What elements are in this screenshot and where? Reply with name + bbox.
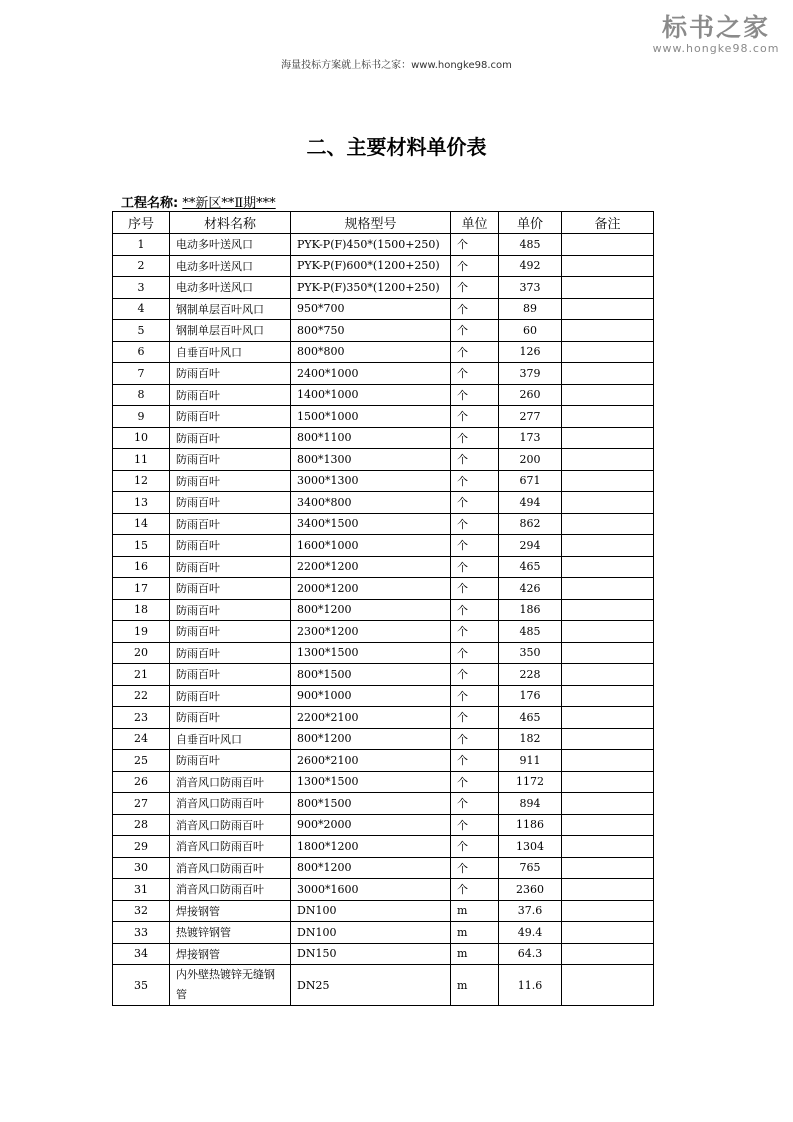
cell-price: 176 <box>499 685 562 707</box>
table-row <box>113 470 654 492</box>
cell-unit: 个 <box>451 449 499 471</box>
cell-no: 27 <box>113 793 170 815</box>
header-spec: 规格型号 <box>291 212 451 234</box>
cell-name: 自垂百叶风口 <box>170 341 291 363</box>
table-row <box>113 771 654 793</box>
cell-name: 电动多叶送风口 <box>170 277 291 299</box>
cell-unit: 个 <box>451 664 499 686</box>
table-row <box>113 621 654 643</box>
cell-no: 12 <box>113 470 170 492</box>
table-row <box>113 449 654 471</box>
cell-unit: 个 <box>451 879 499 901</box>
cell-note <box>562 234 654 256</box>
cell-name: 消音风口防雨百叶 <box>170 793 291 815</box>
cell-note <box>562 255 654 277</box>
cell-name: 电动多叶送风口 <box>170 234 291 256</box>
cell-note <box>562 406 654 428</box>
cell-name: 内外壁热镀锌无缝钢管 <box>170 965 291 1006</box>
cell-spec: DN150 <box>291 943 451 965</box>
cell-name: 防雨百叶 <box>170 535 291 557</box>
cell-note <box>562 470 654 492</box>
cell-spec: 800*1200 <box>291 599 451 621</box>
cell-price: 350 <box>499 642 562 664</box>
cell-price: 765 <box>499 857 562 879</box>
page-title: 二、主要材料单价表 <box>306 135 487 159</box>
cell-spec: PYK-P(F)600*(1200+250) <box>291 255 451 277</box>
cell-unit: 个 <box>451 341 499 363</box>
header-note: 备注 <box>562 212 654 234</box>
cell-price: 64.3 <box>499 943 562 965</box>
table-row <box>113 879 654 901</box>
table-row <box>113 685 654 707</box>
cell-no: 15 <box>113 535 170 557</box>
cell-note <box>562 578 654 600</box>
cell-price: 49.4 <box>499 922 562 944</box>
cell-spec: PYK-P(F)350*(1200+250) <box>291 277 451 299</box>
cell-spec: 900*1000 <box>291 685 451 707</box>
table-row <box>113 578 654 600</box>
cell-note <box>562 900 654 922</box>
cell-unit: 个 <box>451 427 499 449</box>
table-row <box>113 814 654 836</box>
table-row <box>113 406 654 428</box>
cell-price: 671 <box>499 470 562 492</box>
site-logo <box>651 14 781 56</box>
table-row <box>113 642 654 664</box>
cell-spec: 800*1200 <box>291 728 451 750</box>
cell-no: 32 <box>113 900 170 922</box>
cell-note <box>562 814 654 836</box>
cell-no: 20 <box>113 642 170 664</box>
table-row <box>113 298 654 320</box>
header-no: 序号 <box>113 212 170 234</box>
cell-note <box>562 750 654 772</box>
cell-spec: DN100 <box>291 900 451 922</box>
cell-price: 1172 <box>499 771 562 793</box>
logo-url: www.hongke98.com <box>652 42 780 55</box>
cell-spec: 800*750 <box>291 320 451 342</box>
cell-unit: 个 <box>451 621 499 643</box>
table-row <box>113 384 654 406</box>
cell-name: 防雨百叶 <box>170 556 291 578</box>
cell-unit: m <box>451 900 499 922</box>
cell-spec: 1800*1200 <box>291 836 451 858</box>
cell-price: 485 <box>499 621 562 643</box>
cell-price: 492 <box>499 255 562 277</box>
cell-no: 25 <box>113 750 170 772</box>
cell-no: 18 <box>113 599 170 621</box>
cell-price: 260 <box>499 384 562 406</box>
cell-name: 防雨百叶 <box>170 384 291 406</box>
cell-name: 焊接钢管 <box>170 943 291 965</box>
table-row <box>113 599 654 621</box>
header-unit: 单位 <box>451 212 499 234</box>
cell-unit: 个 <box>451 535 499 557</box>
table-header-row <box>113 212 654 234</box>
cell-name: 防雨百叶 <box>170 750 291 772</box>
table-row <box>113 943 654 965</box>
cell-unit: m <box>451 922 499 944</box>
cell-spec: 3000*1300 <box>291 470 451 492</box>
table-row <box>113 320 654 342</box>
cell-unit: 个 <box>451 406 499 428</box>
cell-no: 17 <box>113 578 170 600</box>
table-row <box>113 965 654 1006</box>
cell-unit: 个 <box>451 836 499 858</box>
cell-spec: 900*2000 <box>291 814 451 836</box>
cell-name: 防雨百叶 <box>170 664 291 686</box>
table-row <box>113 664 654 686</box>
cell-unit: 个 <box>451 277 499 299</box>
table-row <box>113 234 654 256</box>
cell-note <box>562 943 654 965</box>
price-table <box>112 211 654 1006</box>
cell-spec: DN100 <box>291 922 451 944</box>
cell-unit: 个 <box>451 255 499 277</box>
cell-no: 7 <box>113 363 170 385</box>
cell-price: 60 <box>499 320 562 342</box>
table-row <box>113 513 654 535</box>
cell-spec: 800*1500 <box>291 664 451 686</box>
cell-price: 277 <box>499 406 562 428</box>
cell-note <box>562 621 654 643</box>
cell-price: 894 <box>499 793 562 815</box>
project-line <box>121 192 276 211</box>
cell-price: 373 <box>499 277 562 299</box>
cell-spec: 2300*1200 <box>291 621 451 643</box>
cell-note <box>562 535 654 557</box>
cell-spec: DN25 <box>291 965 451 1006</box>
cell-name: 电动多叶送风口 <box>170 255 291 277</box>
cell-price: 37.6 <box>499 900 562 922</box>
cell-note <box>562 857 654 879</box>
cell-spec: 800*1500 <box>291 793 451 815</box>
cell-price: 228 <box>499 664 562 686</box>
cell-price: 465 <box>499 556 562 578</box>
cell-note <box>562 685 654 707</box>
cell-price: 1304 <box>499 836 562 858</box>
table-row <box>113 341 654 363</box>
cell-name: 防雨百叶 <box>170 449 291 471</box>
cell-unit: 个 <box>451 857 499 879</box>
cell-note <box>562 664 654 686</box>
cell-name: 防雨百叶 <box>170 707 291 729</box>
cell-note <box>562 599 654 621</box>
header-price: 单价 <box>499 212 562 234</box>
cell-no: 5 <box>113 320 170 342</box>
cell-no: 35 <box>113 965 170 1006</box>
cell-name: 防雨百叶 <box>170 685 291 707</box>
cell-note <box>562 771 654 793</box>
cell-note <box>562 965 654 1006</box>
cell-spec: 800*1300 <box>291 449 451 471</box>
cell-price: 379 <box>499 363 562 385</box>
cell-note <box>562 277 654 299</box>
cell-name: 防雨百叶 <box>170 427 291 449</box>
cell-unit: 个 <box>451 578 499 600</box>
cell-note <box>562 642 654 664</box>
cell-no: 19 <box>113 621 170 643</box>
cell-spec: 2200*2100 <box>291 707 451 729</box>
cell-no: 24 <box>113 728 170 750</box>
table-row <box>113 277 654 299</box>
cell-spec: 3400*1500 <box>291 513 451 535</box>
cell-unit: 个 <box>451 793 499 815</box>
cell-spec: 2200*1200 <box>291 556 451 578</box>
cell-name: 防雨百叶 <box>170 363 291 385</box>
cell-name: 消音风口防雨百叶 <box>170 814 291 836</box>
cell-note <box>562 513 654 535</box>
cell-no: 29 <box>113 836 170 858</box>
cell-spec: 800*800 <box>291 341 451 363</box>
cell-price: 89 <box>499 298 562 320</box>
cell-name: 消音风口防雨百叶 <box>170 771 291 793</box>
table-row <box>113 427 654 449</box>
header-name: 材料名称 <box>170 212 291 234</box>
table-row <box>113 535 654 557</box>
cell-price: 11.6 <box>499 965 562 1006</box>
cell-no: 4 <box>113 298 170 320</box>
table-row <box>113 793 654 815</box>
table-row <box>113 857 654 879</box>
table-row <box>113 750 654 772</box>
cell-unit: 个 <box>451 384 499 406</box>
cell-spec: 950*700 <box>291 298 451 320</box>
cell-note <box>562 922 654 944</box>
cell-name: 防雨百叶 <box>170 470 291 492</box>
cell-name: 防雨百叶 <box>170 578 291 600</box>
cell-price: 465 <box>499 707 562 729</box>
cell-unit: 个 <box>451 320 499 342</box>
cell-spec: 2000*1200 <box>291 578 451 600</box>
cell-unit: 个 <box>451 556 499 578</box>
cell-no: 10 <box>113 427 170 449</box>
cell-price: 911 <box>499 750 562 772</box>
table-row <box>113 836 654 858</box>
table-row <box>113 707 654 729</box>
cell-spec: 3000*1600 <box>291 879 451 901</box>
cell-price: 294 <box>499 535 562 557</box>
cell-spec: 3400*800 <box>291 492 451 514</box>
cell-no: 21 <box>113 664 170 686</box>
cell-unit: 个 <box>451 470 499 492</box>
cell-unit: 个 <box>451 728 499 750</box>
table-row <box>113 922 654 944</box>
cell-note <box>562 427 654 449</box>
cell-unit: m <box>451 943 499 965</box>
cell-no: 9 <box>113 406 170 428</box>
table-row <box>113 492 654 514</box>
cell-unit: 个 <box>451 707 499 729</box>
cell-unit: 个 <box>451 599 499 621</box>
cell-price: 426 <box>499 578 562 600</box>
cell-name: 消音风口防雨百叶 <box>170 836 291 858</box>
table-row <box>113 728 654 750</box>
cell-no: 31 <box>113 879 170 901</box>
cell-name: 消音风口防雨百叶 <box>170 879 291 901</box>
cell-no: 22 <box>113 685 170 707</box>
cell-price: 494 <box>499 492 562 514</box>
cell-note <box>562 320 654 342</box>
cell-note <box>562 836 654 858</box>
cell-no: 14 <box>113 513 170 535</box>
cell-no: 34 <box>113 943 170 965</box>
cell-note <box>562 298 654 320</box>
cell-no: 6 <box>113 341 170 363</box>
cell-unit: 个 <box>451 685 499 707</box>
cell-spec: 1300*1500 <box>291 642 451 664</box>
cell-unit: 个 <box>451 492 499 514</box>
cell-no: 11 <box>113 449 170 471</box>
cell-note <box>562 363 654 385</box>
cell-name: 防雨百叶 <box>170 642 291 664</box>
cell-name: 防雨百叶 <box>170 599 291 621</box>
cell-price: 173 <box>499 427 562 449</box>
cell-spec: PYK-P(F)450*(1500+250) <box>291 234 451 256</box>
cell-spec: 1400*1000 <box>291 384 451 406</box>
cell-name: 钢制单层百叶风口 <box>170 320 291 342</box>
cell-unit: 个 <box>451 363 499 385</box>
project-value: **新区**Ⅱ期*** <box>182 196 276 211</box>
cell-no: 30 <box>113 857 170 879</box>
cell-price: 200 <box>499 449 562 471</box>
cell-no: 33 <box>113 922 170 944</box>
cell-name: 防雨百叶 <box>170 621 291 643</box>
cell-spec: 1500*1000 <box>291 406 451 428</box>
cell-unit: 个 <box>451 234 499 256</box>
cell-unit: 个 <box>451 750 499 772</box>
cell-name: 热镀锌钢管 <box>170 922 291 944</box>
cell-name: 消音风口防雨百叶 <box>170 857 291 879</box>
cell-price: 186 <box>499 599 562 621</box>
table-row <box>113 255 654 277</box>
table-row <box>113 900 654 922</box>
table-body <box>113 234 654 1006</box>
cell-price: 1186 <box>499 814 562 836</box>
cell-unit: 个 <box>451 814 499 836</box>
cell-price: 485 <box>499 234 562 256</box>
cell-no: 16 <box>113 556 170 578</box>
cell-note <box>562 556 654 578</box>
cell-spec: 800*1200 <box>291 857 451 879</box>
cell-note <box>562 879 654 901</box>
cell-note <box>562 384 654 406</box>
cell-note <box>562 492 654 514</box>
cell-price: 2360 <box>499 879 562 901</box>
cell-note <box>562 449 654 471</box>
cell-no: 1 <box>113 234 170 256</box>
cell-price: 862 <box>499 513 562 535</box>
cell-name: 自垂百叶风口 <box>170 728 291 750</box>
cell-no: 8 <box>113 384 170 406</box>
cell-note <box>562 341 654 363</box>
cell-name: 防雨百叶 <box>170 513 291 535</box>
logo-text: 标书之家 <box>661 13 770 42</box>
cell-note <box>562 793 654 815</box>
cell-no: 2 <box>113 255 170 277</box>
cell-name: 防雨百叶 <box>170 492 291 514</box>
cell-unit: 个 <box>451 771 499 793</box>
cell-name: 防雨百叶 <box>170 406 291 428</box>
cell-no: 28 <box>113 814 170 836</box>
cell-unit: 个 <box>451 642 499 664</box>
table-row <box>113 556 654 578</box>
cell-no: 13 <box>113 492 170 514</box>
cell-no: 26 <box>113 771 170 793</box>
cell-unit: 个 <box>451 513 499 535</box>
cell-spec: 2400*1000 <box>291 363 451 385</box>
cell-unit: m <box>451 965 499 1006</box>
cell-name: 焊接钢管 <box>170 900 291 922</box>
cell-no: 3 <box>113 277 170 299</box>
table-row <box>113 363 654 385</box>
project-label: 工程名称: <box>121 196 179 211</box>
cell-spec: 800*1100 <box>291 427 451 449</box>
cell-price: 182 <box>499 728 562 750</box>
cell-spec: 2600*2100 <box>291 750 451 772</box>
cell-name: 钢制单层百叶风口 <box>170 298 291 320</box>
cell-note <box>562 707 654 729</box>
header-text: 海量投标方案就上标书之家：www.hongke98.com <box>281 60 512 71</box>
cell-unit: 个 <box>451 298 499 320</box>
cell-spec: 1600*1000 <box>291 535 451 557</box>
cell-spec: 1300*1500 <box>291 771 451 793</box>
cell-note <box>562 728 654 750</box>
cell-no: 23 <box>113 707 170 729</box>
cell-price: 126 <box>499 341 562 363</box>
